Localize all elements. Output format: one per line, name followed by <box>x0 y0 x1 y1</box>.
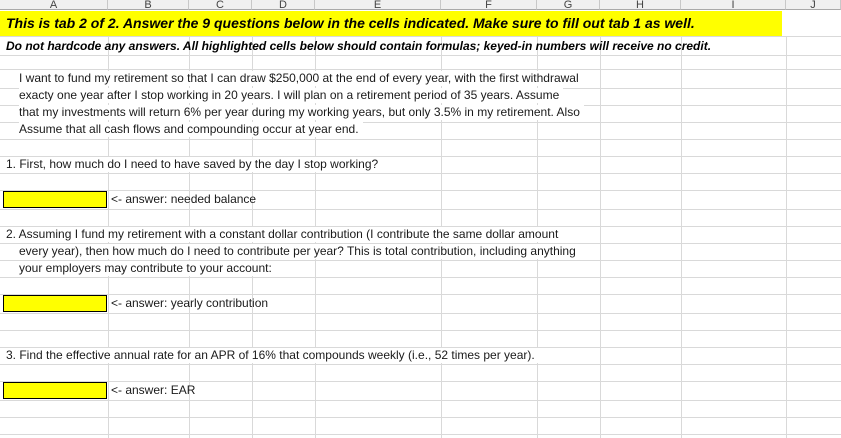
intro-line-4: Assume that all cash flows and compounding occur at year end. <box>19 122 363 137</box>
column-header-f[interactable]: F <box>441 0 537 10</box>
column-header-c[interactable]: C <box>189 0 252 10</box>
intro-line-1: I want to fund my retirement so that I can draw $250,000 at the end of every year, with the first withdrawal <box>19 71 583 86</box>
answer-cell-needed-balance[interactable] <box>3 191 107 208</box>
column-header-e[interactable]: E <box>315 0 441 10</box>
intro-line-2: exacty one year after I stop working in 20 years. I will plan on a retirement period of 35 years. Assume <box>19 88 563 103</box>
column-header-b[interactable]: B <box>108 0 189 10</box>
question-2-line-3: your employers may contribute to your account: <box>19 261 276 276</box>
column-header-g[interactable]: G <box>537 0 600 10</box>
column-header-i[interactable]: I <box>681 0 786 10</box>
column-header-d[interactable]: D <box>252 0 315 10</box>
answer-label-needed-balance: <- answer: needed balance <box>111 192 257 206</box>
answer-cell-yearly-contribution[interactable] <box>3 295 107 312</box>
column-header-h[interactable]: H <box>600 0 681 10</box>
answer-label-yearly-contribution: <- answer: yearly contribution <box>111 296 269 310</box>
column-header-j[interactable]: J <box>786 0 841 10</box>
answer-cell-ear[interactable] <box>3 382 107 399</box>
question-1: 1. First, how much do I need to have saved by the day I stop working? <box>6 157 382 172</box>
column-header-a[interactable]: A <box>0 0 108 10</box>
question-2-line-1: 2. Assuming I fund my retirement with a constant dollar contribution (I contribute the same dollar amount <box>6 227 562 242</box>
question-3: 3. Find the effective annual rate for an APR of 16% that compounds weekly (i.e., 52 times per year). <box>6 348 539 363</box>
sheet-title: This is tab 2 of 2. Answer the 9 questions below in the cells indicated. Make sure to fill out tab 1 as well. <box>6 15 695 31</box>
sheet-subtitle: Do not hardcode any answers. All highlighted cells below should contain formulas; keyed-in numbers will receive no credit. <box>6 39 712 53</box>
answer-label-ear: <- answer: EAR <box>111 383 196 397</box>
question-2-line-2: every year), then how much do I need to contribute per year? This is total contribution, including anything <box>19 244 580 259</box>
intro-line-3: that my investments will return 6% per year during my working years, but only 3.5% in my retirement. Also <box>19 105 584 120</box>
